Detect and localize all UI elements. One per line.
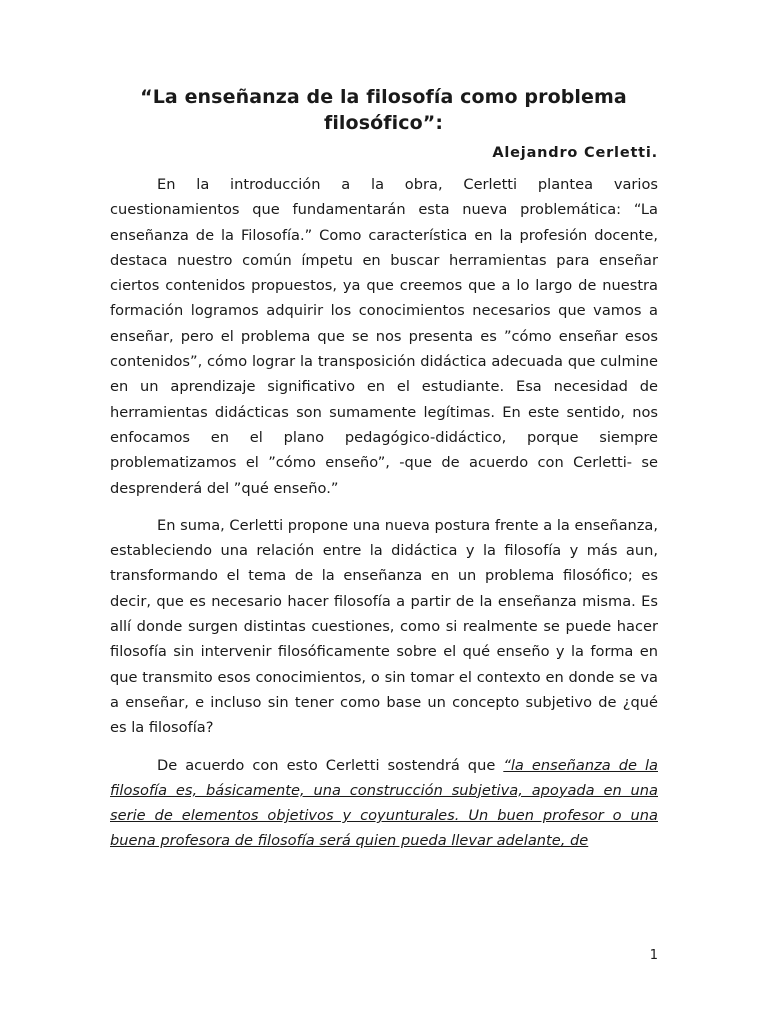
underlined-quote: “la enseñanza de la filosofía es, básicamente, una construcción subjetiva, apoyada en una serie de elementos objetivos y coyunturales. Un buen profesor o una buena profesora de filosofía será quien pueda llevar adelante, de (110, 756, 658, 850)
paragraph: En suma, Cerletti propone una nueva postura frente a la enseñanza, estableciendo una relación entre la didáctica y la filosofía y más aun, transformando el tema de la enseñanza en un problema filosófico; es decir, que es necesario hacer filosofía a partir de la enseñanza misma. Es allí donde surgen distintas cuestiones, como si realmente se puede hacer filosofía sin intervenir filosóficamente sobre el qué enseño y la forma en que transmito esos conocimientos, o sin tomar el contexto en donde se va a enseñar, e incluso sin tener como base un concepto subjetivo de ¿qué es la filosofía? (110, 516, 658, 737)
paragraph-lead-text: De acuerdo con esto Cerletti sostendrá que (157, 756, 504, 774)
paragraph: En la introducción a la obra, Cerletti plantea varios cuestionamientos que fundamentarán esta nueva problemática: “La enseñanza de la Filosofía.” Como característica en la profesión docente, destaca nuestro común ímpetu en buscar herramientas para enseñar ciertos contenidos propuestos, ya que creemos que a lo largo de nuestra formación logramos adquirir los conocimientos necesarios que vamos a enseñar, pero el problema que se nos presenta es ”cómo enseñar esos contenidos”, cómo lograr la transposición didáctica adecuada que culmine en un aprendizaje significativo en el estudiante. Esa necesidad de herramientas didácticas son sumamente legítimas. En este sentido, nos enfocamos en el plano pedagógico-didáctico, porque siempre problematizamos el ”cómo enseño”, -que de acuerdo con Cerletti- se desprenderá del ”qué enseño.” (110, 176, 658, 497)
page-number: 1 (649, 948, 658, 963)
paragraph-with-quote (110, 753, 658, 854)
document-title: “La enseñanza de la filosofía como problema filosófico”: (140, 86, 627, 134)
document-body (110, 172, 658, 866)
author-name: Alejandro Cerletti. (492, 145, 658, 161)
